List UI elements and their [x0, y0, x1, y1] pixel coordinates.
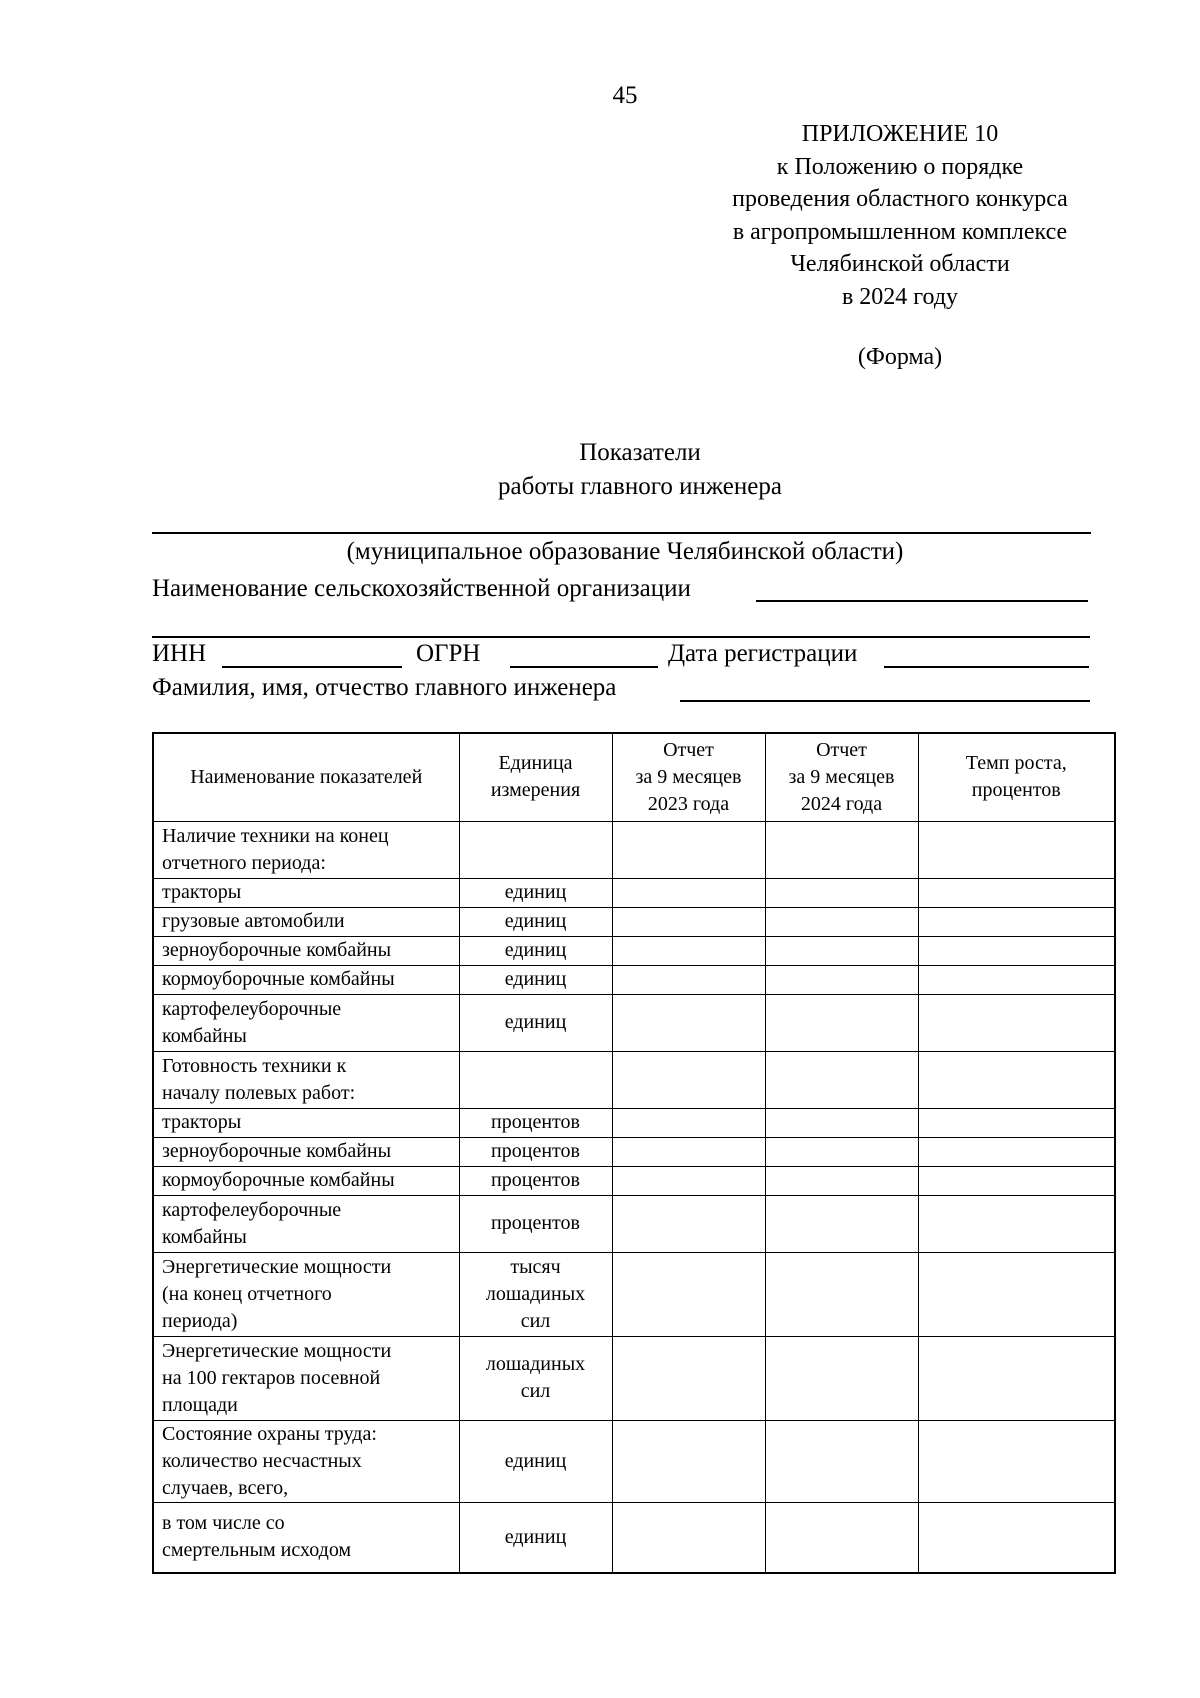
indicator-name: картофелеуборочные комбайны: [153, 1195, 459, 1252]
unit-of-measure: единиц: [459, 965, 612, 994]
value-2023-cell[interactable]: [612, 1336, 765, 1420]
appendix-header: [680, 118, 1120, 374]
value-2024-cell[interactable]: [765, 1336, 918, 1420]
page-number: 45: [612, 82, 638, 109]
organization-fill-line-2[interactable]: [152, 636, 1090, 638]
inn-fill-line[interactable]: [222, 666, 402, 668]
unit-of-measure: [459, 821, 612, 878]
unit-of-measure: единиц: [459, 936, 612, 965]
table-row: [153, 1502, 1115, 1573]
unit-of-measure: единиц: [459, 1502, 612, 1573]
engineer-name-fill-line[interactable]: [680, 700, 1090, 702]
header-growth-rate: Темп роста, процентов: [918, 733, 1115, 821]
unit-of-measure: единиц: [459, 878, 612, 907]
table-row: [153, 821, 1115, 878]
value-2024-cell[interactable]: [765, 936, 918, 965]
form-mark: (Форма): [857, 344, 943, 370]
value-2023-cell[interactable]: [612, 1051, 765, 1108]
appendix-line: проведения областного конкурса: [732, 186, 1068, 212]
municipality-fill-line[interactable]: [152, 532, 1091, 534]
table-row: [153, 1166, 1115, 1195]
value-2023-cell[interactable]: [612, 821, 765, 878]
value-2023-cell[interactable]: [612, 936, 765, 965]
indicators-table: [152, 732, 1116, 1574]
growth-rate-cell[interactable]: [918, 1195, 1115, 1252]
value-2024-cell[interactable]: [765, 1420, 918, 1502]
table-row: [153, 1051, 1115, 1108]
value-2024-cell[interactable]: [765, 1252, 918, 1336]
indicator-name: в том числе со смертельным исходом: [153, 1502, 459, 1573]
value-2024-cell[interactable]: [765, 1137, 918, 1166]
appendix-line: в 2024 году: [841, 283, 959, 310]
growth-rate-cell[interactable]: [918, 1166, 1115, 1195]
indicator-name: кормоуборочные комбайны: [153, 1166, 459, 1195]
header-report-2024: Отчет за 9 месяцев 2024 года: [765, 733, 918, 821]
value-2024-cell[interactable]: [765, 1051, 918, 1108]
growth-rate-cell[interactable]: [918, 994, 1115, 1051]
value-2023-cell[interactable]: [612, 1166, 765, 1195]
growth-rate-cell[interactable]: [918, 1502, 1115, 1573]
indicator-name: Энергетические мощности на 100 гектаров посевной площади: [153, 1336, 459, 1420]
registration-date-label: Дата регистрации: [668, 640, 858, 667]
unit-of-measure: [459, 1051, 612, 1108]
indicator-name: Энергетические мощности (на конец отчетного периода): [153, 1252, 459, 1336]
growth-rate-cell[interactable]: [918, 965, 1115, 994]
organization-field: [152, 574, 691, 604]
header-unit: Единица измерения: [459, 733, 612, 821]
indicator-name: зерноуборочные комбайны: [153, 936, 459, 965]
value-2023-cell[interactable]: [612, 907, 765, 936]
appendix-line: к Положению о порядке: [776, 153, 1024, 180]
table-row: [153, 907, 1115, 936]
growth-rate-cell[interactable]: [918, 1420, 1115, 1502]
value-2024-cell[interactable]: [765, 907, 918, 936]
table-header-row: [153, 733, 1115, 821]
value-2023-cell[interactable]: [612, 994, 765, 1051]
value-2023-cell[interactable]: [612, 965, 765, 994]
indicator-name: тракторы: [153, 1108, 459, 1137]
registration-date-fill-line[interactable]: [884, 666, 1089, 668]
unit-of-measure: единиц: [459, 1420, 612, 1502]
value-2024-cell[interactable]: [765, 1108, 918, 1137]
unit-of-measure: единиц: [459, 907, 612, 936]
growth-rate-cell[interactable]: [918, 1252, 1115, 1336]
table-row: [153, 994, 1115, 1051]
indicator-name: зерноуборочные комбайны: [153, 1137, 459, 1166]
value-2024-cell[interactable]: [765, 1166, 918, 1195]
document-title: [360, 436, 920, 504]
table-row: [153, 1336, 1115, 1420]
table-row: [153, 1137, 1115, 1166]
unit-of-measure: процентов: [459, 1195, 612, 1252]
unit-of-measure: лошадиных сил: [459, 1336, 612, 1420]
header-report-2023: Отчет за 9 месяцев 2023 года: [612, 733, 765, 821]
organization-fill-line[interactable]: [756, 600, 1088, 602]
value-2024-cell[interactable]: [765, 878, 918, 907]
unit-of-measure: единиц: [459, 994, 612, 1051]
value-2023-cell[interactable]: [612, 1252, 765, 1336]
indicator-name: кормоуборочные комбайны: [153, 965, 459, 994]
indicator-name: картофелеуборочные комбайны: [153, 994, 459, 1051]
value-2024-cell[interactable]: [765, 1195, 918, 1252]
table-row: [153, 1108, 1115, 1137]
unit-of-measure: тысяч лошадиных сил: [459, 1252, 612, 1336]
indicator-name: Состояние охраны труда: количество несчастных случаев, всего,: [153, 1420, 459, 1502]
table-row: [153, 1420, 1115, 1502]
value-2023-cell[interactable]: [612, 1137, 765, 1166]
indicator-name: тракторы: [153, 878, 459, 907]
indicator-name: Готовность техники к началу полевых работ:: [153, 1051, 459, 1108]
growth-rate-cell[interactable]: [918, 1336, 1115, 1420]
value-2023-cell[interactable]: [612, 878, 765, 907]
table-row: [153, 878, 1115, 907]
unit-of-measure: процентов: [459, 1108, 612, 1137]
table-row: [153, 1252, 1115, 1336]
growth-rate-cell[interactable]: [918, 1137, 1115, 1166]
value-2023-cell[interactable]: [612, 1420, 765, 1502]
unit-of-measure: процентов: [459, 1137, 612, 1166]
appendix-line: в агропромышленном комплексе: [732, 218, 1068, 245]
appendix-title: ПРИЛОЖЕНИЕ 10: [801, 121, 999, 147]
value-2023-cell[interactable]: [612, 1502, 765, 1573]
value-2024-cell[interactable]: [765, 821, 918, 878]
value-2023-cell[interactable]: [612, 1195, 765, 1252]
value-2023-cell[interactable]: [612, 1108, 765, 1137]
indicator-name: грузовые автомобили: [153, 907, 459, 936]
engineer-name-label: Фамилия, имя, отчество главного инженера: [152, 674, 617, 701]
table-row: [153, 936, 1115, 965]
title-line-1: Показатели: [579, 439, 701, 466]
ogrn-fill-line[interactable]: [510, 666, 658, 668]
growth-rate-cell[interactable]: [918, 907, 1115, 936]
value-2024-cell[interactable]: [765, 994, 918, 1051]
table-row: [153, 1195, 1115, 1252]
indicator-name: Наличие техники на конец отчетного периода:: [153, 821, 459, 878]
unit-of-measure: процентов: [459, 1166, 612, 1195]
value-2024-cell[interactable]: [765, 1502, 918, 1573]
growth-rate-cell[interactable]: [918, 878, 1115, 907]
title-line-2: работы главного инженера: [498, 473, 782, 500]
inn-label: ИНН: [152, 640, 207, 667]
growth-rate-cell[interactable]: [918, 821, 1115, 878]
growth-rate-cell[interactable]: [918, 1108, 1115, 1137]
municipality-caption: (муниципальное образование Челябинской области): [346, 538, 904, 565]
growth-rate-cell[interactable]: [918, 1051, 1115, 1108]
appendix-line: Челябинской области: [790, 251, 1010, 277]
header-indicator-name: Наименование показателей: [153, 733, 459, 821]
table-row: [153, 965, 1115, 994]
growth-rate-cell[interactable]: [918, 936, 1115, 965]
organization-label: Наименование сельскохозяйственной организации: [152, 575, 691, 602]
ogrn-label: ОГРН: [416, 640, 481, 667]
value-2024-cell[interactable]: [765, 965, 918, 994]
